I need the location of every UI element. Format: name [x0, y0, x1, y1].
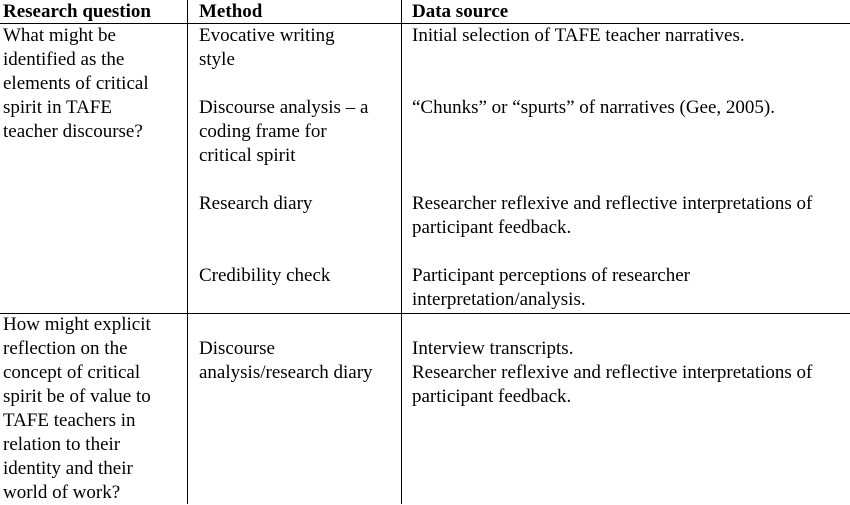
method-line: Research diary — [199, 193, 313, 214]
column-divider-1 — [187, 0, 188, 504]
row2-question-line: How might explicit — [3, 314, 151, 335]
method-line: style — [199, 49, 235, 70]
method-line: Discourse analysis – a — [199, 97, 369, 118]
row2-question-line: spirit be of value to — [3, 386, 151, 407]
source-line: Initial selection of TAFE teacher narratives. — [412, 25, 745, 46]
source-line: “Chunks” or “spurts” of narratives (Gee, 2005). — [412, 97, 775, 118]
row1-question-line: elements of critical — [3, 73, 149, 94]
row1-question-line: What might be — [3, 25, 116, 46]
method-line: Evocative writing — [199, 25, 335, 46]
row1-question-line: identified as the — [3, 49, 125, 70]
method-line: coding frame for — [199, 121, 327, 142]
method-line: critical spirit — [199, 145, 296, 166]
method-line: Credibility check — [199, 265, 331, 286]
source-line: participant feedback. — [412, 217, 572, 238]
source-line: Researcher reflexive and reflective interpretations of — [412, 193, 813, 214]
header-data-source: Data source — [412, 1, 509, 22]
column-divider-2 — [401, 0, 402, 504]
row2-question-line: identity and their — [3, 458, 133, 479]
source-line: Researcher reflexive and reflective interpretations of — [412, 362, 813, 383]
row2-question-line: concept of critical — [3, 362, 141, 383]
header-method: Method — [199, 1, 263, 22]
row2-question-line: world of work? — [3, 482, 121, 503]
source-line: interpretation/analysis. — [412, 289, 586, 310]
method-line: analysis/research diary — [199, 362, 373, 383]
row2-question-line: relation to their — [3, 434, 121, 455]
row1-question-line: teacher discourse? — [3, 121, 143, 142]
row2-question-line: TAFE teachers in — [3, 410, 136, 431]
method-line: Discourse — [199, 338, 275, 359]
source-line: Interview transcripts. — [412, 338, 574, 359]
row2-question-line: reflection on the — [3, 338, 128, 359]
row1-question-line: spirit in TAFE — [3, 97, 112, 118]
header-research-question: Research question — [3, 1, 151, 22]
source-line: participant feedback. — [412, 386, 572, 407]
source-line: Participant perceptions of researcher — [412, 265, 691, 286]
